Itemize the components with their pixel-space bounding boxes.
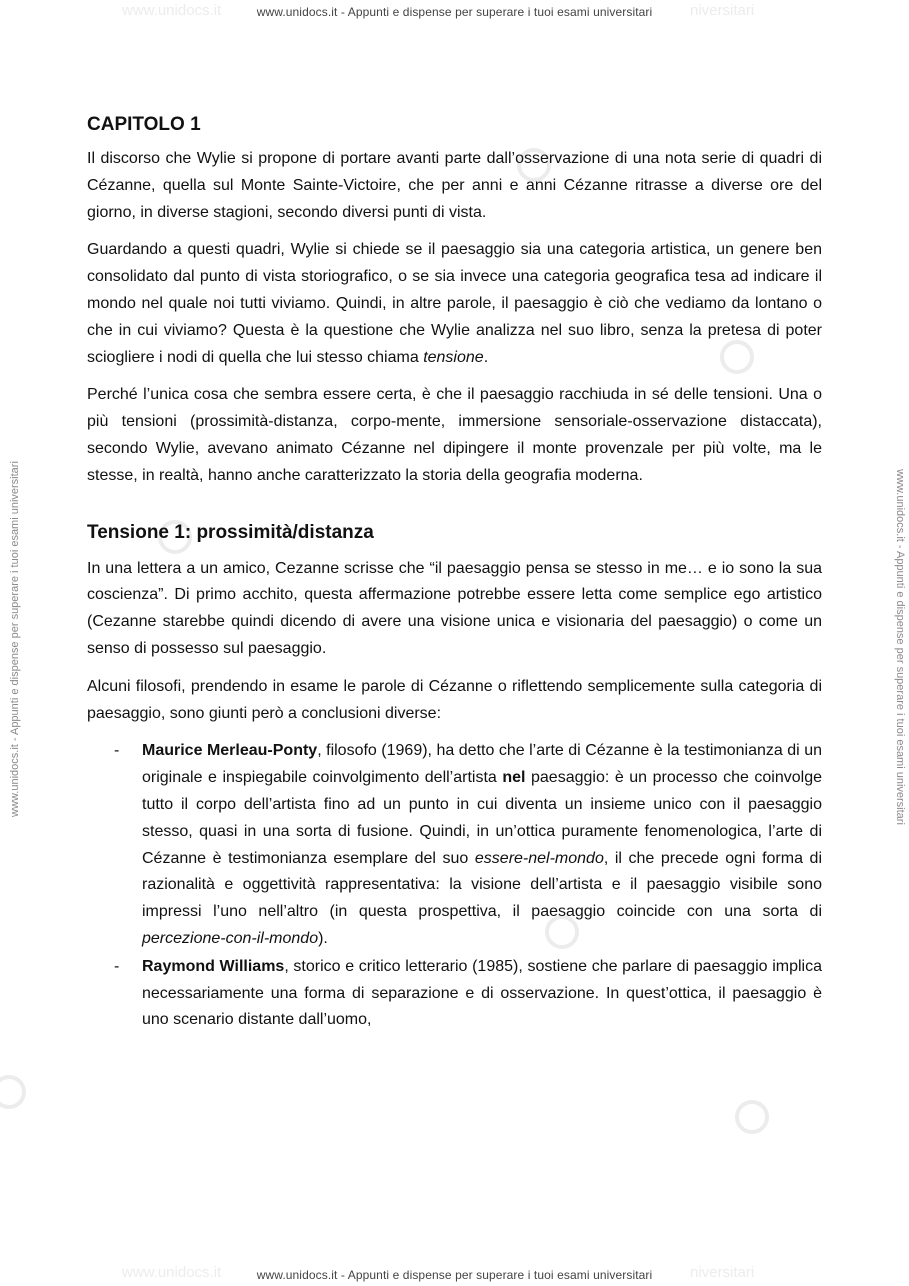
paragraph: Guardando a questi quadri, Wylie si chiede se il paesaggio sia una categoria artistica, un genere ben consolidato dal punto di vista storiografico, o se sia invece una categoria geografica tesa ad indicare il mondo nel quale noi tutti viviamo. Quindi, in altre parole, il paesaggio è ciò che vediamo da lontano o che in cui viviamo? Questa è la questione che Wylie analizza nel suo libro, senza la pretesa di poter sciogliere i nodi di quella che lui stesso chiama tensione. (87, 241, 822, 366)
paragraph: Perché l’unica cosa che sembra essere certa, è che il paesaggio racchiuda in sé delle tensioni. Una o più tensioni (prossimità-distanza, corpo-mente, immersione sensoriale-osservazione distaccata), secondo Wylie, avevano animato Cézanne nel dipingere il monte provenzale per più volte, ma le stesse, in realtà, hanno anche caratterizzato la storia della geografia moderna. (87, 386, 822, 484)
document-content (87, 112, 822, 1035)
watermark-logo-icon (0, 1075, 26, 1109)
emphasis-text: essere-nel-mondo (474, 849, 604, 867)
watermark-ghost-text: www.unidocs.it (122, 2, 222, 19)
paragraph: Alcuni filosofi, prendendo in esame le parole di Cézanne o riflettendo semplicemente sulla categoria di paesaggio, sono giunti però a conclusioni diverse: (87, 677, 822, 722)
bullet-dash: - (114, 957, 120, 975)
watermark-ghost-text: niversitari (690, 2, 755, 19)
philosopher-list (87, 738, 822, 1034)
side-banner-right: www.unidocs.it - Appunti e dispense per superare i tuoi esami universitari (894, 469, 906, 825)
watermark-ghost-text: niversitari (690, 1264, 755, 1281)
list-item: - Raymond Williams, storico e critico letterario (1985), sostiene che parlare di paesaggio implica necessariamente una forma di separazione e di osservazione. In quest’ottica, il paesaggio è uno scenario distante dall’uomo, (87, 954, 822, 1034)
author-name: Maurice Merleau-Ponty (142, 742, 318, 760)
paragraph: Il discorso che Wylie si propone di portare avanti parte dall’osservazione di una nota serie di quadri di Cézanne, quella sul Monte Sainte-Victoire, che per anni e anni Cézanne ritrasse a diverse ore del giorno, in diverse stagioni, secondo diversi punti di vista. (87, 150, 822, 221)
bullet-dash: - (114, 742, 120, 760)
list-item: - Maurice Merleau-Ponty, filosofo (1969), ha detto che l’arte di Cézanne è la testimonianza di un originale e inspiegabile coinvolgimento dell’artista nel paesaggio: è un processo che coinvolge tutto il corpo dell’artista fino ad un punto in cui diventa un insieme unico con il paesaggio stesso, quasi in una sorta di fusione. Quindi, in un’ottica puramente fenomenologica, l’arte di Cézanne è testimonianza esemplare del suo essere-nel-mondo, il che precede ogni forma di razionalità e oggettività rappresentativa: la visione dell’artista e il paesaggio visibile sono impressi l’uno nell’altro (in questa prospettiva, il paesaggio coincide con una sorta di percezione-con-il-mondo). (87, 738, 822, 952)
watermark-logo-icon (735, 1100, 769, 1134)
author-name: Raymond Williams (142, 957, 285, 975)
footer-banner: www.unidocs.it - Appunti e dispense per superare i tuoi esami universitari (256, 1268, 653, 1282)
emphasis-text: percezione-con-il-mondo (142, 929, 319, 947)
header-banner: www.unidocs.it - Appunti e dispense per superare i tuoi esami universitari (256, 5, 653, 19)
side-banner-left: www.unidocs.it - Appunti e dispense per superare i tuoi esami universitari (9, 461, 21, 817)
watermark-ghost-text: www.unidocs.it (122, 1264, 222, 1281)
section-title: Tensione 1: prossimità/distanza (87, 521, 374, 543)
emphasis-text: tensione (423, 348, 484, 366)
chapter-title: CAPITOLO 1 (87, 114, 201, 135)
paragraph: In una lettera a un amico, Cezanne scrisse che “il paesaggio pensa se stesso in me… e io sono la sua coscienza”. Di primo acchito, questa affermazione potrebbe essere letta come semplice ego artistico (Cezanne starebbe quindi dicendo di avere una visione unica e visionaria del paesaggio) o come un senso di possesso sul paesaggio. (87, 559, 822, 657)
bold-word: nel (502, 769, 526, 787)
